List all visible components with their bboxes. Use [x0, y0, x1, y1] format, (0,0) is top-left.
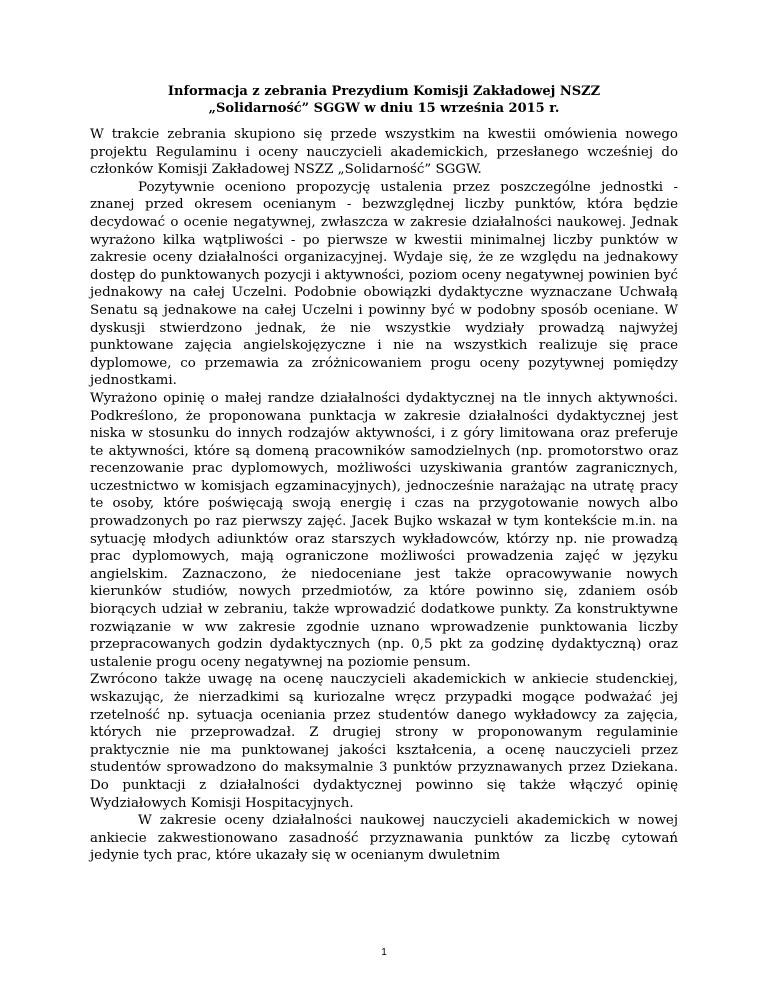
paragraph-2: Pozytywnie oceniono propozycję ustalenia przez poszczególne jednostki - znanej przed okresem ocenianym - bezwzględnej liczby punktów, która będzie decydować o ocenie negatywnej, zwłaszcza w zakresie działalności naukowej. Jednak wyrażono kilka wątpliwości - po pierwsze w kwestii minimalnej liczby punktów w zakresie oceny działalności organizacyjnej. Wydaje się, że ze względu na jednakowy dostęp do punktowanych pozycji i aktywności, poziom oceny negatywnej powinien być jednakowy na całej Uczelni. Podobnie obowiązki dydaktyczne wyznaczane Uchwałą Senatu są jednakowe na całej Uczelni i powinny być w podobny sposób oceniane. W dyskusji stwierdzono jednak, że nie wszystkie wydziały prowadzą najwyżej punktowane zajęcia angielskojęzyczne i nie na wszystkich realizuje się prace dyplomowe, co przemawia za zróżnicowaniem progu oceny pozytywnej pomiędzy jednostkami.	[90, 179, 678, 389]
paragraph-5: W zakresie oceny działalności naukowej nauczycieli akademickich w nowej ankiecie zakwestionowano zasadność przyznawania punktów za liczbę cytowań jedynie tych prac, które ukazały się w ocenianym dwuletnim	[90, 813, 678, 864]
page-number: 1	[381, 947, 387, 958]
paragraph-4: Zwrócono także uwagę na ocenę nauczycieli akademickich w ankiecie studenckiej, wskazując, że nierzadkimi są kuriozalne wręcz przypadki mogące podważać jej rzetelność np. sytuacja oceniania przez studentów danego wykładowcy za zajęcia, których nie przeprowadzał. Z drugiej strony w proponowanym regulaminie praktycznie nie ma punktowanej jakości kształcenia, a ocenę nauczycieli przez studentów sprowadzono do maksymalnie 3 punktów przyznawanych przez Dziekana. Do punktacji z działalności dydaktycznej powinno się także włączyć opinię Wydziałowych Komisji Hospitacyjnych.	[90, 672, 678, 811]
paragraph-1: W trakcie zebrania skupiono się przede wszystkim na kwestii omówienia nowego projektu Regulaminu i oceny nauczycieli akademickich, przesłanego wcześniej do członków Komisji Zakładowej NSZZ „Solidarność” SGGW.	[90, 127, 678, 178]
paragraph-3: Wyrażono opinię o małej randze działalności dydaktycznej na tle innych aktywności. Podkreślono, że proponowana punktacja w zakresie działalności dydaktycznej jest niska w stosunku do innych rodzajów aktywności, i z góry limitowana oraz preferuje te aktywności, które są domeną pracowników samodzielnych (np. promotorstwo oraz recenzowanie prac dyplomowych, możliwości uzyskiwania grantów zagranicznych, uczestnictwo w komisjach egzaminacyjnych), jednocześnie narażając na utratę pracy te osoby, które poświęcają swoją energię i czas na przygotowanie nowych albo prowadzonych po raz pierwszy zajęć. Jacek Bujko wskazał w tym kontekście m.in. na sytuację młodych adiunktów oraz starszych wykładowców, którzy np. nie prowadzą prac dyplomowych, mają ograniczone możliwości prowadzenia zajęć w języku angielskim. Zaznaczono, że niedoceniane jest także opracowywanie nowych kierunków studiów, nowych przedmiotów, za które powinno się, zdaniem osób biorących udział w zebraniu, także wprowadzić dodatkowe punkty. Za konstruktywne rozwiązanie w ww zakresie zgodnie uznano wprowadzenie punktowania liczby przepracowanych godzin dydaktycznych (np. 0,5 pkt za godzinę dydaktyczną) oraz ustalenie progu oceny negatywnej na poziomie pensum.	[90, 390, 678, 670]
title-line-2: „Solidarność” SGGW w dniu 15 września 2015 r.	[208, 101, 560, 116]
document-title	[90, 83, 678, 117]
document-body	[90, 126, 678, 865]
title-line-1: Informacja z zebrania Prezydium Komisji Zakładowej NSZZ	[167, 84, 601, 99]
